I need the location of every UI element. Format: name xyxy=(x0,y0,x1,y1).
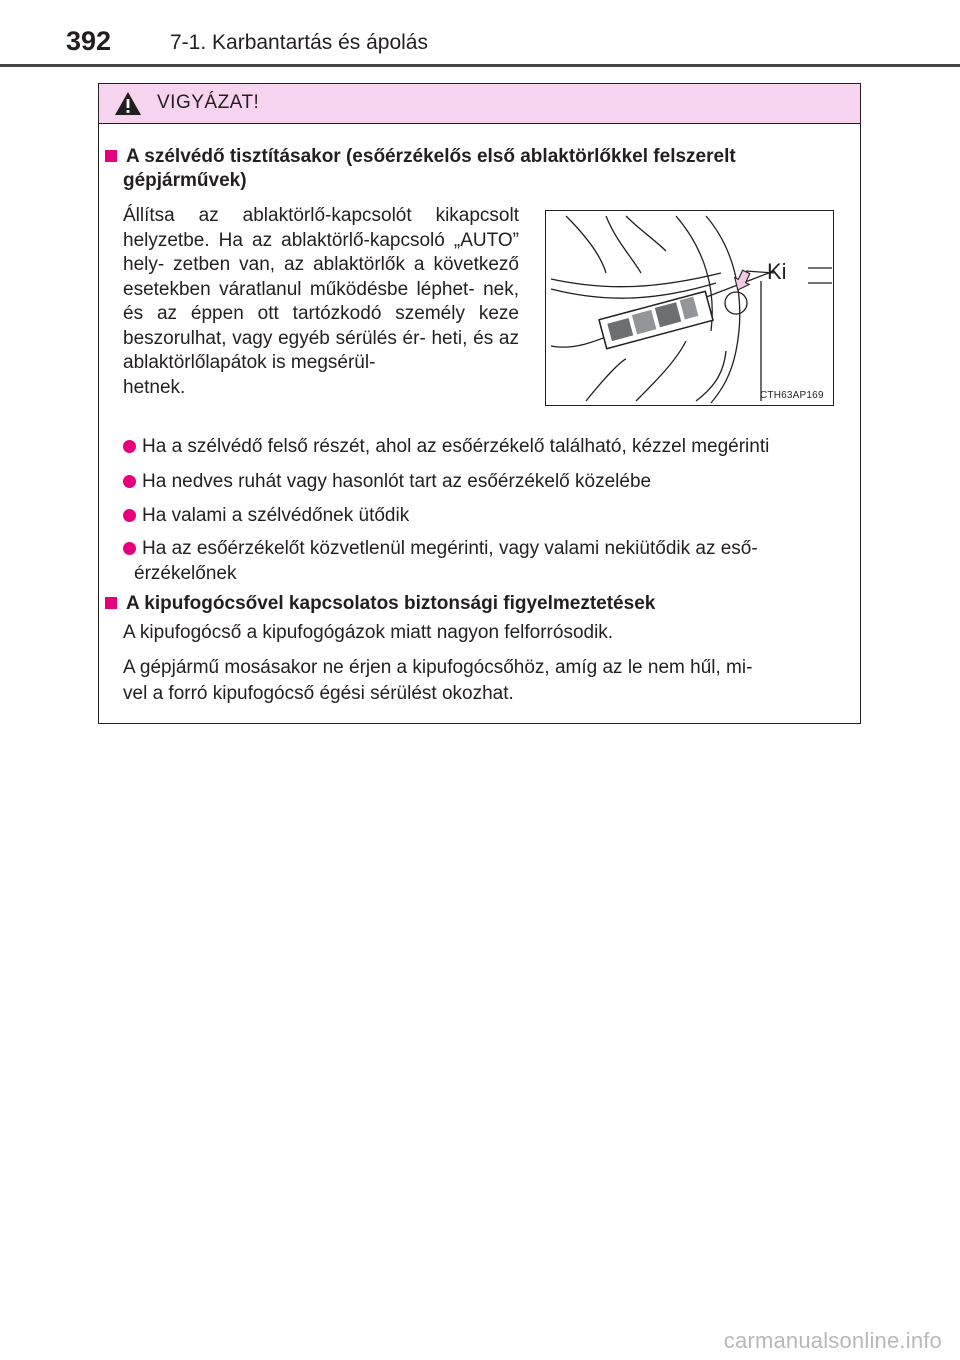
page-header xyxy=(0,0,960,70)
bullet-text: Ha a szélvédő felső részét, ahol az esőérzékelő található, kézzel megérinti xyxy=(142,436,770,457)
warning-header xyxy=(99,84,860,124)
heading-line-2: gépjárművek) xyxy=(123,170,247,191)
bullet-text: Ha nedves ruhát vagy hasonlót tart az esőérzékelő közelébe xyxy=(142,471,652,492)
list-item xyxy=(123,503,853,528)
figure-label-off: Ki xyxy=(767,259,787,284)
square-bullet-icon xyxy=(105,150,117,162)
header-rule xyxy=(0,64,960,67)
paragraph-text: Állítsa az ablaktörlő-kapcsolót kikapcsolt helyzetbe. Ha az ablaktörlő-kapcsoló „AUTO” hely- zetben van, az ablaktörlők a következő esetekben váratlanul működésbe léphet- nek, és az éppen ott tartózkodó személy keze beszorulhat, vagy egyéb sérülés ér- heti, és az ablaktörlőlapátok is megsérül- xyxy=(123,205,519,373)
warning-triangle-icon xyxy=(114,91,142,116)
square-bullet-icon xyxy=(105,597,117,609)
exhaust-text-2-line-1: A gépjármű mosásakor ne érjen a kipufogócsőhöz, amíg az le nem hűl, mi- xyxy=(123,657,753,678)
round-bullet-icon xyxy=(123,475,136,488)
list-item xyxy=(123,434,853,459)
list-item xyxy=(123,469,853,494)
bullet-text: Ha valami a szélvédőnek ütődik xyxy=(142,505,410,526)
heading-line-1: A szélvédő tisztításakor (esőérzékelős első ablaktörlőkkel felszerelt xyxy=(126,146,736,167)
heading-text: A kipufogócsővel kapcsolatos biztonsági figyelmeztetések xyxy=(126,593,656,614)
round-bullet-icon xyxy=(123,509,136,522)
wiper-switch-illustration xyxy=(546,211,832,404)
exhaust-text-2 xyxy=(123,655,858,707)
round-bullet-icon xyxy=(123,440,136,453)
figure-code: CTH63AP169 xyxy=(760,390,824,401)
paragraph-tail: hetnek. xyxy=(123,376,186,398)
section-heading-windshield xyxy=(105,145,853,193)
watermark-logo: carmanualsonline.info xyxy=(723,1328,942,1353)
bullet-text: Ha az esőérzékelőt közvetlenül megérinti, vagy valami nekiütődik az eső- xyxy=(142,538,758,559)
wiper-switch-figure xyxy=(545,210,834,406)
section-heading-exhaust xyxy=(105,592,655,616)
exhaust-text-2-line-2: vel a forró kipufogócső égési sérülést okozhat. xyxy=(123,683,514,704)
exhaust-text-1: A kipufogócső a kipufogógázok miatt nagyon felforrósodik. xyxy=(123,622,614,643)
page-number: 392 xyxy=(66,26,112,56)
list-item xyxy=(123,536,853,586)
round-bullet-icon xyxy=(123,542,136,555)
bullet-text-continued: érzékelőnek xyxy=(134,563,237,584)
wiper-instruction-paragraph xyxy=(123,204,519,400)
warning-title: VIGYÁZAT! xyxy=(157,92,260,113)
section-title: 7-1. Karbantartás és ápolás xyxy=(170,31,428,54)
